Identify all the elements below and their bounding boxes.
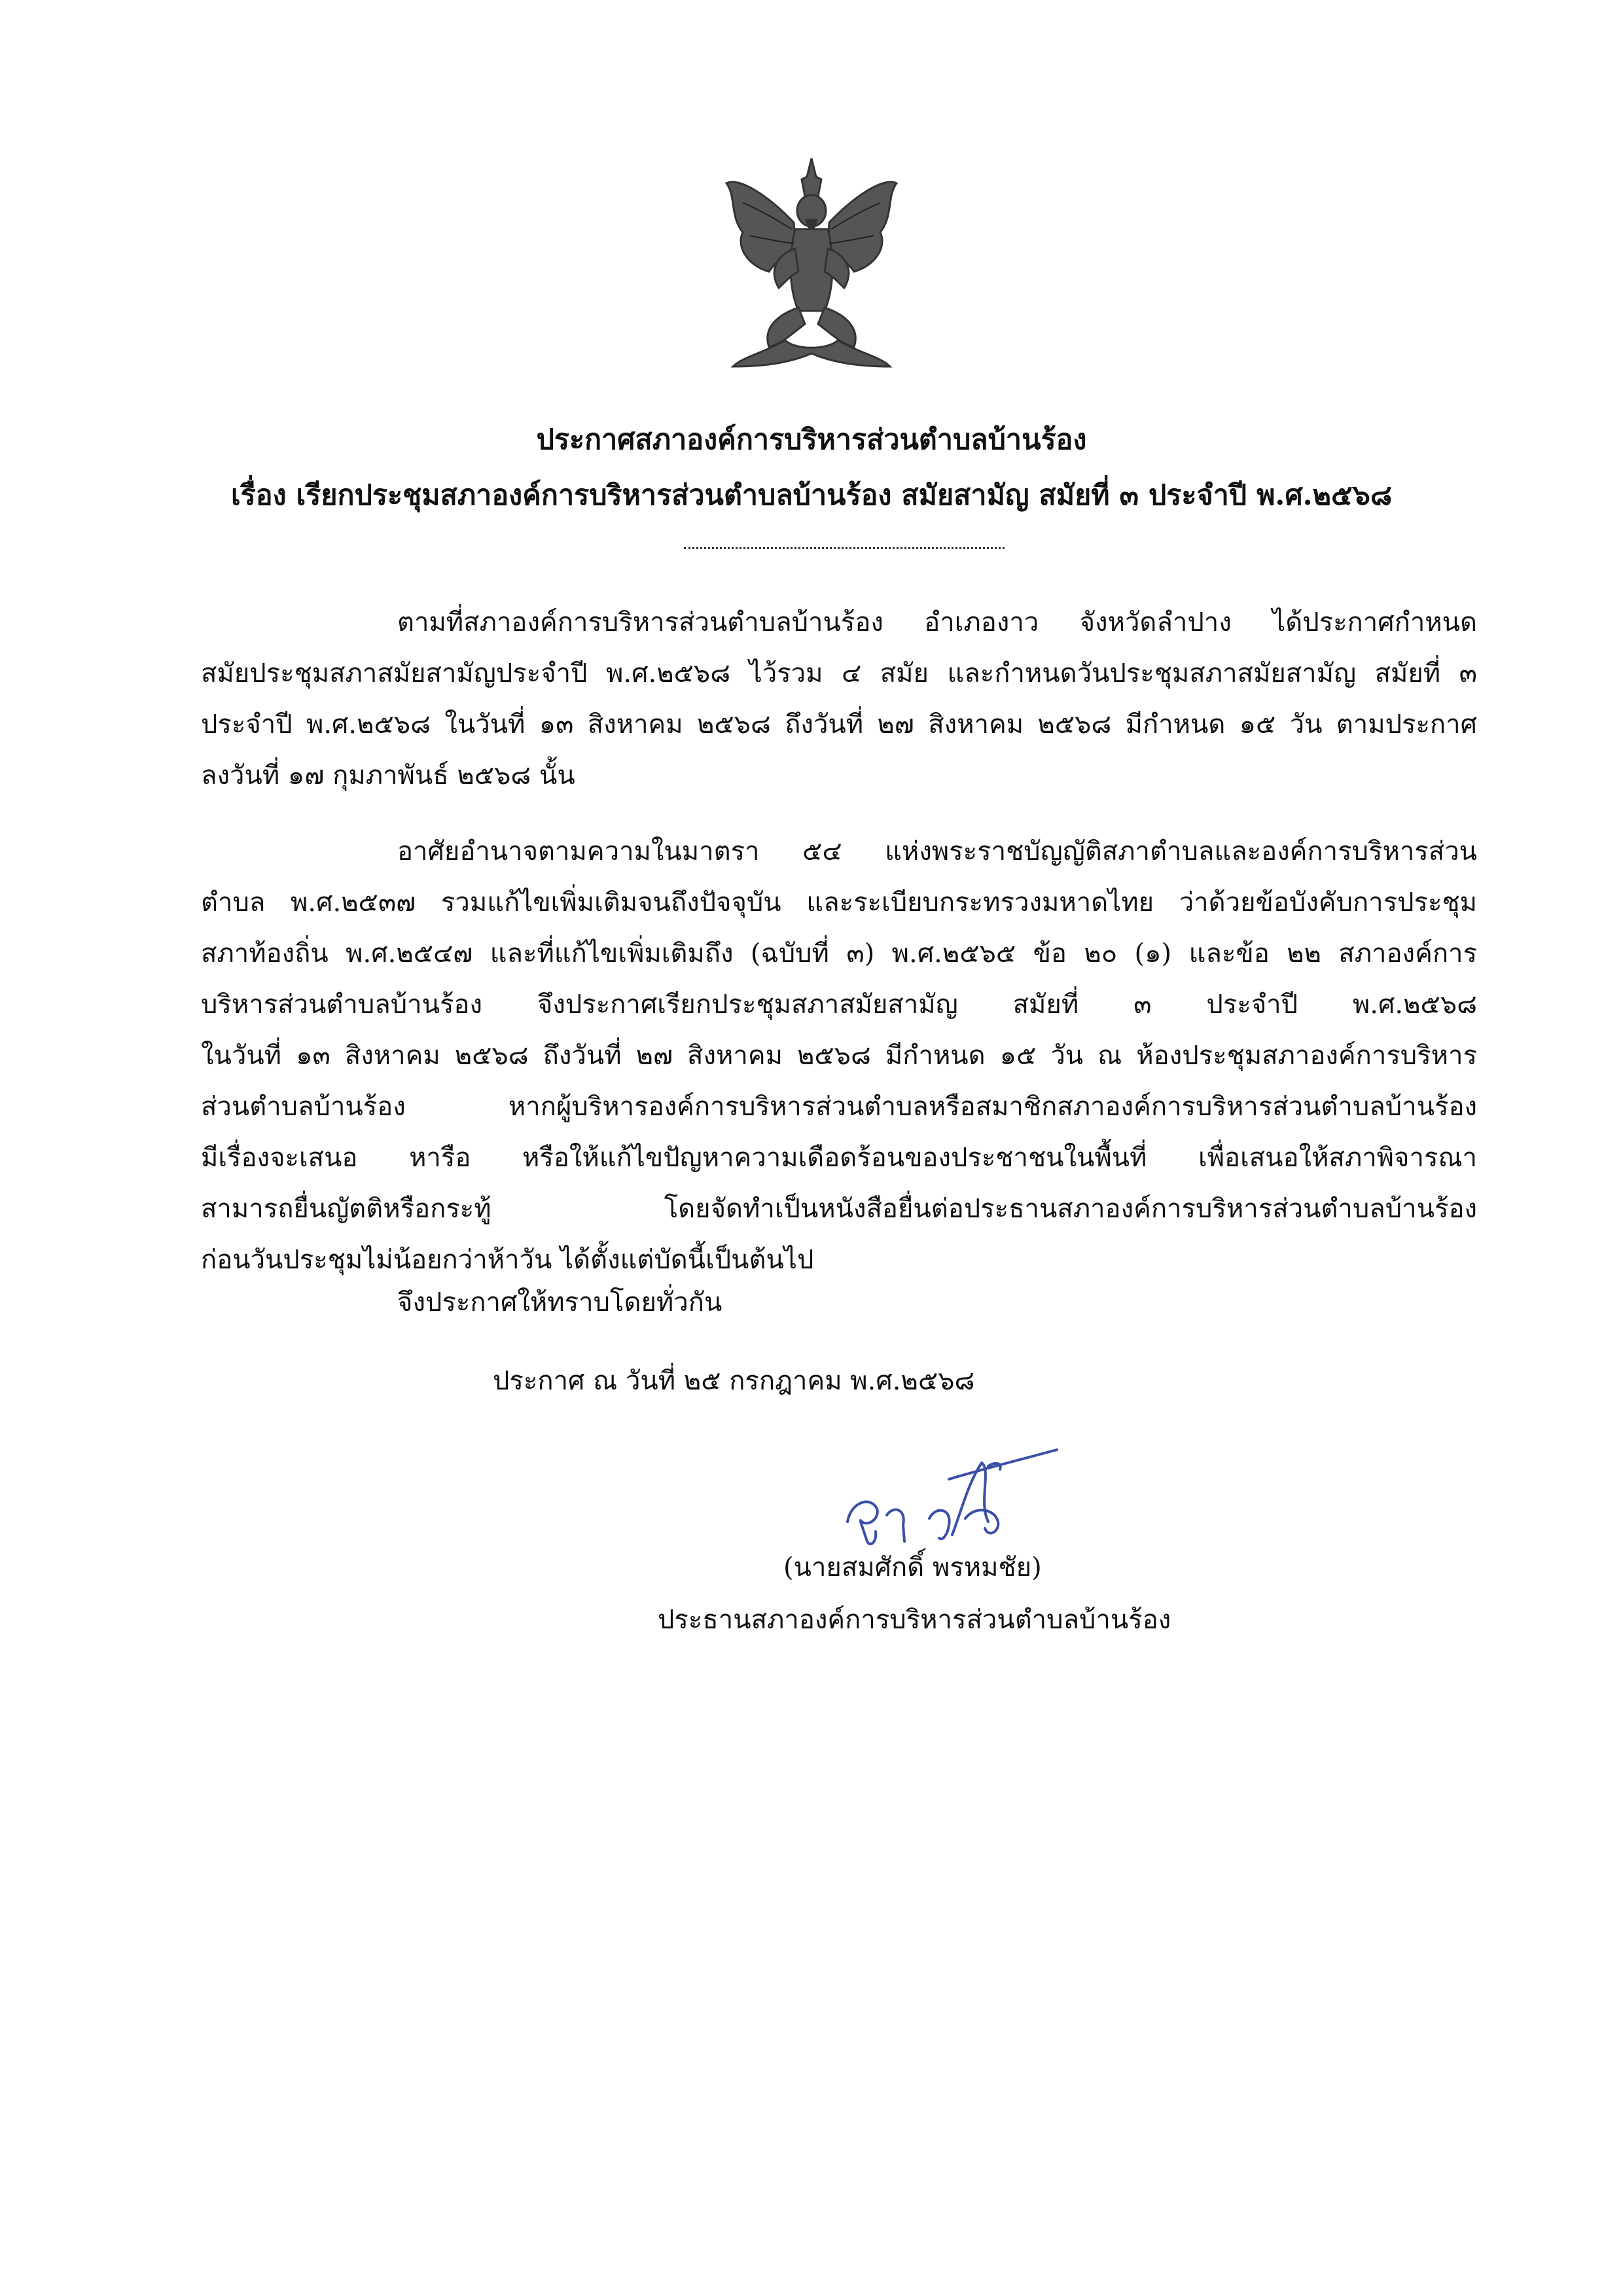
paragraph-authority: [201, 826, 1477, 1285]
closing-statement: จึงประกาศให้ทราบโดยทั่วกัน: [397, 1287, 722, 1318]
signer-position: ประธานสภาองค์การบริหารส่วนตำบลบ้านร้อง: [658, 1605, 1171, 1635]
garuda-emblem-icon: [723, 157, 900, 373]
document-subject: เรื่อง เรียกประชุมสภาองค์การบริหารส่วนตำบลบ้านร้อง สมัยสามัญ สมัยที่ ๓ ประจำปี พ.ศ.๒๕๖๘: [230, 479, 1393, 512]
title-divider: [684, 547, 1005, 549]
announcement-date: ประกาศ ณ วันที่ ๒๕ กรกฎาคม พ.ศ.๒๕๖๘: [493, 1366, 975, 1396]
paragraph-line: ในวันที่ ๑๓ สิงหาคม ๒๕๖๘ ถึงวันที่ ๒๗ สิงหาคม ๒๕๖๘ มีกำหนด ๑๕ วัน ณ ห้องประชุมสภาองค์การบริหาร: [201, 1041, 1477, 1071]
paragraph-line: สามารถยื่นญัตติหรือกระทู้ โดยจัดทำเป็นหนังสือยื่นต่อประธานสภาองค์การบริหารส่วนตำบลบ้านร้อง: [201, 1194, 1477, 1224]
paragraph-line: ลงวันที่ ๑๗ กุมภาพันธ์ ๒๕๖๘ นั้น: [201, 761, 575, 791]
paragraph-line: สมัยประชุมสภาสมัยสามัญประจำปี พ.ศ.๒๕๖๘ ไว้รวม ๔ สมัย และกำหนดวันประชุมสภาสมัยสามัญ สมัยที่ ๓: [201, 658, 1477, 689]
signer-name: (นายสมศักดิ์ พรหมชัย): [783, 1552, 1042, 1583]
paragraph-line: บริหารส่วนตำบลบ้านร้อง จึงประกาศเรียกประชุมสภาสมัยสามัญ สมัยที่ ๓ ประจำปี พ.ศ.๒๕๖๘: [201, 990, 1477, 1020]
paragraph-line: ประจำปี พ.ศ.๒๕๖๘ ในวันที่ ๑๓ สิงหาคม ๒๕๖๘ ถึงวันที่ ๒๗ สิงหาคม ๒๕๖๘ มีกำหนด ๑๕ วัน ตามประกาศ: [201, 709, 1477, 740]
paragraph-line: อาศัยอำนาจตามความในมาตรา ๕๔ แห่งพระราชบัญญัติสภาตำบลและองค์การบริหารส่วน: [397, 836, 1477, 867]
paragraph-line: ตำบล พ.ศ.๒๕๓๗ รวมแก้ไขเพิ่มเติมจนถึงปัจจุบัน และระเบียบกระทรวงมหาดไทย ว่าด้วยข้อบังคับการประชุม: [201, 888, 1477, 918]
paragraph-line: สภาท้องถิ่น พ.ศ.๒๕๔๗ และที่แก้ไขเพิ่มเติมถึง (ฉบับที่ ๓) พ.ศ.๒๕๖๕ ข้อ ๒๐ (๑) และข้อ ๒๒ สภาองค์การ: [201, 939, 1477, 969]
paragraph-line: ก่อนวันประชุมไม่น้อยกว่าห้าวัน ได้ตั้งแต่บัดนี้เป็นต้นไป: [201, 1245, 814, 1275]
document-title: ประกาศสภาองค์การบริหารส่วนตำบลบ้านร้อง: [536, 423, 1087, 456]
paragraph-announcement: [201, 597, 1477, 801]
paragraph-line: มีเรื่องจะเสนอ หารือ หรือให้แก้ไขปัญหาความเดือดร้อนของประชาชนในพื้นที่ เพื่อเสนอให้สภาพิจารณา: [201, 1143, 1477, 1173]
paragraph-line: ตามที่สภาองค์การบริหารส่วนตำบลบ้านร้อง อำเภองาว จังหวัดลำปาง ได้ประกาศกำหนด: [397, 607, 1477, 637]
paragraph-line: ส่วนตำบลบ้านร้อง หากผู้บริหารองค์การบริหารส่วนตำบลหรือสมาชิกสภาองค์การบริหารส่วนตำบลบ้านร้อง: [201, 1092, 1477, 1122]
